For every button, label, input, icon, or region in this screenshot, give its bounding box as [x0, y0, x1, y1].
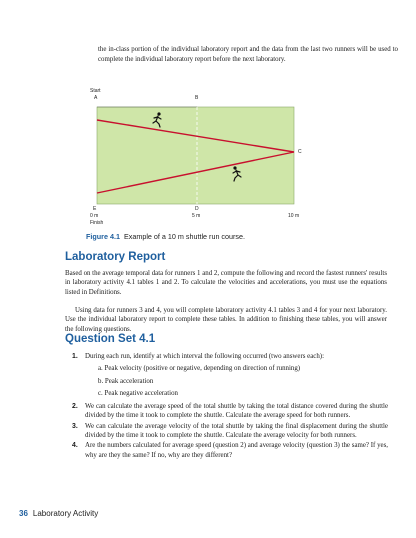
question-1a: a. Peak velocity (positive or negative, depending on direction of running) [98, 365, 301, 373]
label-b: B [195, 95, 199, 101]
lab-report-heading: Laboratory Report [65, 251, 166, 263]
lab-report-para-2: Using data for runners 3 and 4, you will complete laboratory activity 4.1 tables 3 and 4 for your next laboratory. Use the individual laboratory report to complete these tables. In addition to finishing these tables, you will answer the following questions. [65, 307, 387, 333]
question-2-number: 2. [72, 403, 78, 411]
question-4-text: Are the numbers calculated for average speed (question 2) and average velocity (question 3) the same? If yes, why are they the same? If no, why are they different? [85, 442, 388, 459]
question-3 [72, 422, 388, 441]
question-2-text: We can calculate the average speed of the total shuttle by taking the total distance covered during the shuttle divided by the time it took to complete the shuttle. Calculate the average speed for both runners. [85, 403, 388, 420]
label-c: C [298, 149, 302, 155]
question-1-number: 1. [72, 353, 78, 360]
question-1 [72, 352, 388, 398]
intro-paragraph: the in-class portion of the individual laboratory report and the data from the last two runners will be used to complete the individual laboratory report before the next laboratory. [98, 46, 398, 64]
question-set-heading: Question Set 4.1 [65, 333, 156, 345]
question-1-subitems [85, 364, 388, 398]
question-1-text: During each run, identify at which interval the following occurred (two answers each): [85, 353, 324, 360]
figure-number: Figure 4.1 [86, 232, 120, 241]
figure-caption [86, 232, 245, 241]
page-number: 36 [19, 509, 28, 518]
tick-10m: 10 m [288, 213, 300, 219]
run-field [97, 107, 294, 204]
figure-shuttle-course [86, 87, 311, 227]
question-4-number: 4. [72, 442, 78, 450]
lab-report-para-1: Based on the average temporal data for runners 1 and 2, compute the following and record the fastest runners' results in laboratory activity 4.1 tables 1 and 2. To calculate the velocities and accelerations, you must use the equations listed in Definitions. [65, 270, 387, 296]
tick-0m: 0 m [90, 213, 99, 219]
question-3-text: We can calculate the average velocity of the total shuttle by taking the final displacement during the shuttle divided by the time it took to complete the shuttle. Calculate the average velocity for both runners. [85, 422, 388, 440]
question-1c: c. Peak negative acceleration [98, 389, 178, 397]
question-2 [72, 402, 388, 421]
label-finish: Finish [90, 220, 104, 226]
figure-caption-text: Example of a 10 m shuttle run course. [123, 232, 246, 241]
label-d: D [195, 206, 199, 212]
label-start: Start [90, 88, 101, 94]
question-1b: b. Peak acceleration [98, 377, 154, 385]
tick-5m: 5 m [192, 213, 201, 219]
question-3-number: 3. [72, 422, 78, 430]
footer-section: Laboratory Activity [32, 509, 99, 518]
label-e: E [93, 206, 97, 212]
question-4 [72, 441, 388, 460]
question-list [72, 352, 388, 461]
label-a: A [94, 95, 98, 101]
page-footer [19, 509, 98, 518]
